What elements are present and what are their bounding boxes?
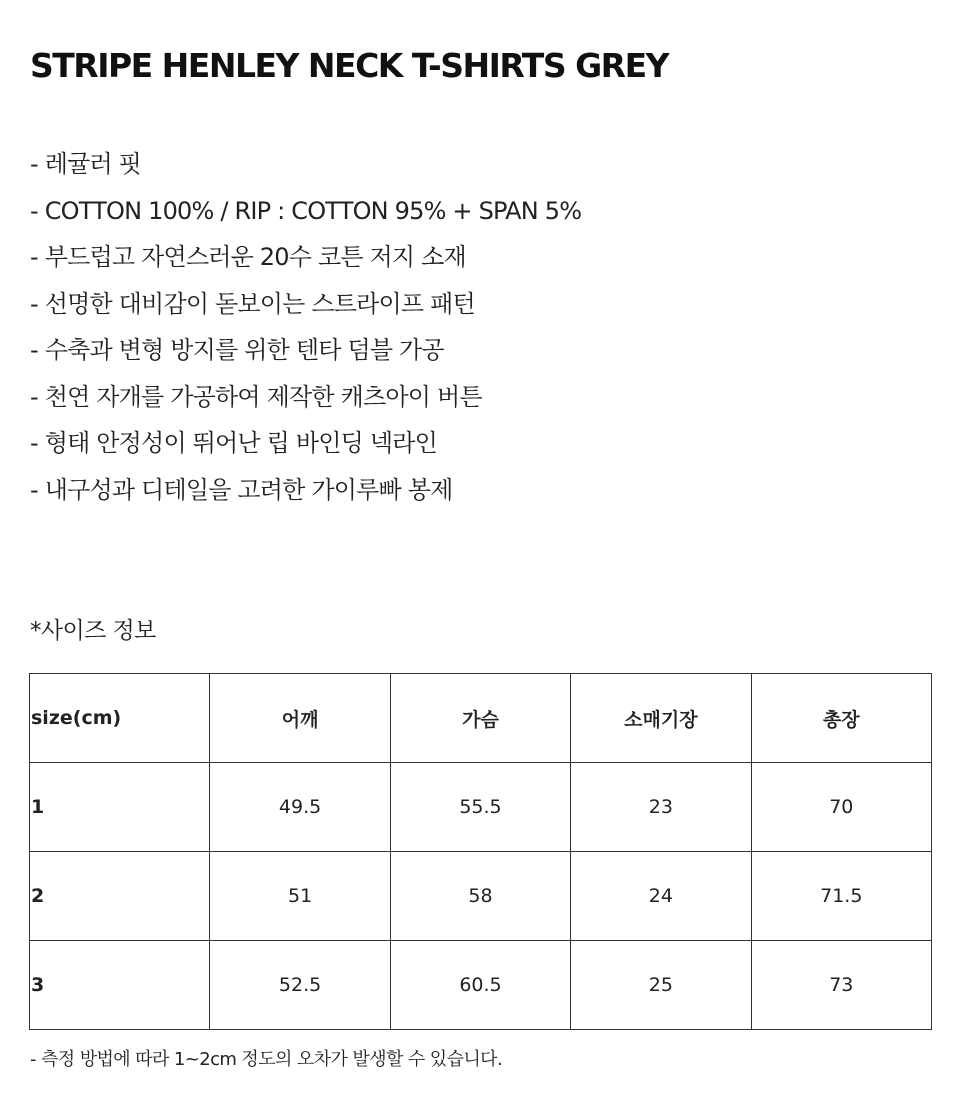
- total-length-cell: 73: [751, 941, 931, 1030]
- header-sleeve-length: 소매기장: [571, 674, 751, 763]
- size-table: [29, 673, 932, 1030]
- feature-item: - 부드럽고 자연스러운 20수 코튼 저지 소재: [30, 243, 466, 271]
- feature-item: - 내구성과 디테일을 고려한 가이루빠 봉제: [30, 475, 453, 504]
- header-total-length: 총장: [751, 674, 931, 763]
- size-label-cell: 1: [30, 763, 210, 852]
- sleeve-length-cell: 24: [571, 852, 751, 941]
- total-length-cell: 70: [751, 763, 931, 852]
- feature-item: - 레귤러 핏: [30, 150, 142, 178]
- table-row: [30, 852, 932, 941]
- product-title: STRIPE HENLEY NECK T-SHIRTS GREY: [30, 46, 669, 85]
- header-size: size(cm): [30, 674, 210, 763]
- chest-cell: 60.5: [390, 941, 570, 1030]
- table-row: [30, 941, 932, 1030]
- header-shoulder: 어깨: [210, 674, 390, 763]
- feature-item: - COTTON 100% / RIP : COTTON 95% + SPAN 5%: [30, 196, 582, 225]
- chest-cell: 55.5: [390, 763, 570, 852]
- feature-item: - 형태 안정성이 뛰어난 립 바인딩 넥라인: [30, 429, 437, 457]
- size-label-cell: 2: [30, 852, 210, 941]
- table-row: [30, 763, 932, 852]
- feature-list: [30, 144, 581, 516]
- feature-item: - 천연 자개를 가공하여 제작한 캐츠아이 버튼: [30, 382, 482, 411]
- measurement-note: - 측정 방법에 따라 1~2cm 정도의 오차가 발생할 수 있습니다.: [30, 1049, 503, 1070]
- shoulder-cell: 51: [210, 852, 390, 941]
- sleeve-length-cell: 25: [571, 941, 751, 1030]
- size-label-cell: 3: [30, 941, 210, 1030]
- feature-item: - 수축과 변형 방지를 위한 텐타 덤블 가공: [30, 336, 444, 364]
- feature-item: - 선명한 대비감이 돋보이는 스트라이프 패턴: [30, 289, 475, 318]
- shoulder-cell: 52.5: [210, 941, 390, 1030]
- total-length-cell: 71.5: [751, 852, 931, 941]
- header-chest: 가슴: [390, 674, 570, 763]
- table-header-row: [30, 674, 932, 763]
- shoulder-cell: 49.5: [210, 763, 390, 852]
- chest-cell: 58: [390, 852, 570, 941]
- size-info-title: *사이즈 정보: [30, 618, 156, 644]
- sleeve-length-cell: 23: [571, 763, 751, 852]
